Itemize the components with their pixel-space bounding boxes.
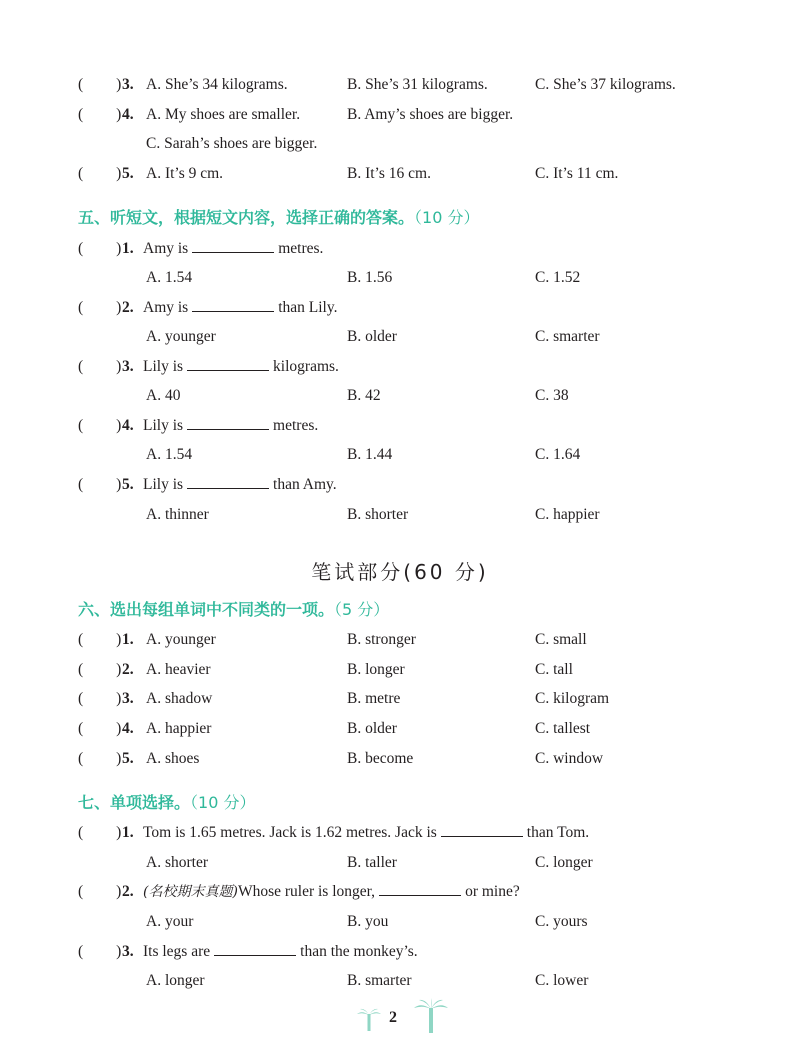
fill-blank[interactable] xyxy=(379,881,461,896)
question-row xyxy=(0,940,800,964)
question-row xyxy=(0,473,800,497)
question-stem: Its legs are than the monkey’s. xyxy=(143,943,418,960)
options-row xyxy=(0,503,800,527)
question-number: 4. xyxy=(122,106,134,123)
fill-blank[interactable] xyxy=(214,941,296,956)
question-number: 3. xyxy=(122,943,134,960)
option-b: B. older xyxy=(347,328,397,345)
answer-paren[interactable]: ( ) xyxy=(78,690,122,707)
option-b: B. smarter xyxy=(347,972,412,989)
section-heading-7: 七、单项选择。（10 分） xyxy=(78,793,256,812)
option-a: A. 40 xyxy=(146,387,181,404)
question-row xyxy=(0,687,800,711)
options-row xyxy=(0,443,800,467)
question-number: 2. xyxy=(122,299,134,316)
question-number: 2. xyxy=(122,883,134,900)
option-b: B. taller xyxy=(347,854,397,871)
answer-paren[interactable]: ( ) xyxy=(78,883,122,900)
question-number: 3. xyxy=(122,358,134,375)
written-part-title: 笔试部分(60 分) xyxy=(311,560,489,584)
option-c: C. yours xyxy=(535,913,588,930)
source-tag: (名校期末真题) xyxy=(143,884,238,900)
options-row xyxy=(0,910,800,934)
option-a: A. 1.54 xyxy=(146,446,193,463)
answer-paren[interactable]: ( ) xyxy=(78,631,122,648)
question-row xyxy=(0,103,800,127)
option-a: A. It’s 9 cm. xyxy=(146,165,224,182)
option-c: C. 1.52 xyxy=(535,269,581,286)
section-heading-6: 六、选出每组单词中不同类的一项。（5 分） xyxy=(78,600,390,619)
option-c: C. kilogram xyxy=(535,690,610,707)
question-number: 3. xyxy=(122,76,134,93)
question-number: 5. xyxy=(122,165,134,182)
option-a: A. 1.54 xyxy=(146,269,193,286)
question-row xyxy=(0,296,800,320)
question-row xyxy=(0,747,800,771)
question-stem: Lily is kilograms. xyxy=(143,358,339,375)
option-b: B. It’s 16 cm. xyxy=(347,165,431,182)
option-b: B. older xyxy=(347,720,397,737)
fill-blank[interactable] xyxy=(441,822,523,837)
question-row xyxy=(0,237,800,261)
option-c: C. 1.64 xyxy=(535,446,581,463)
question-number: 1. xyxy=(122,240,134,257)
option-c: C. Sarah’s shoes are bigger. xyxy=(146,135,318,152)
option-b: B. 42 xyxy=(347,387,381,404)
question-stem: (名校期末真题)Whose ruler is longer, or mine? xyxy=(143,883,520,900)
answer-paren[interactable]: ( ) xyxy=(78,165,122,182)
option-a: A. shadow xyxy=(146,690,213,707)
option-a: A. your xyxy=(146,913,194,930)
fill-blank[interactable] xyxy=(192,238,274,253)
question-number: 4. xyxy=(122,720,134,737)
option-c: C. tallest xyxy=(535,720,591,737)
question-number: 5. xyxy=(122,476,134,493)
option-c: C. happier xyxy=(535,506,600,523)
answer-paren[interactable]: ( ) xyxy=(78,824,122,841)
fill-blank[interactable] xyxy=(187,415,269,430)
fill-blank[interactable] xyxy=(187,474,269,489)
option-b: B. Amy’s shoes are bigger. xyxy=(347,106,514,123)
option-b: B. metre xyxy=(347,690,401,707)
option-c: C. smarter xyxy=(535,328,600,345)
question-row xyxy=(0,880,800,904)
option-a: A. happier xyxy=(146,720,212,737)
option-b: B. stronger xyxy=(347,631,416,648)
question-row xyxy=(0,414,800,438)
question-number: 1. xyxy=(122,824,134,841)
option-a: A. heavier xyxy=(146,661,211,678)
option-c: C. She’s 37 kilograms. xyxy=(535,76,676,93)
option-b: B. become xyxy=(347,750,414,767)
question-stem: Amy is metres. xyxy=(143,240,324,257)
option-a: A. younger xyxy=(146,631,216,648)
options-row xyxy=(0,266,800,290)
question-stem: Tom is 1.65 metres. Jack is 1.62 metres. Jack is than Tom. xyxy=(143,824,590,841)
page-number: 2 xyxy=(389,1009,397,1026)
option-b: B. shorter xyxy=(347,506,409,523)
question-row xyxy=(0,628,800,652)
options-row xyxy=(0,969,800,993)
palm-tree-icon xyxy=(356,1006,382,1032)
option-a: A. longer xyxy=(146,972,205,989)
answer-paren[interactable]: ( ) xyxy=(78,661,122,678)
options-row xyxy=(0,325,800,349)
question-number: 1. xyxy=(122,631,134,648)
question-number: 4. xyxy=(122,417,134,434)
answer-paren[interactable]: ( ) xyxy=(78,299,122,316)
answer-paren[interactable]: ( ) xyxy=(78,720,122,737)
question-row xyxy=(0,717,800,741)
fill-blank[interactable] xyxy=(187,356,269,371)
question-row xyxy=(0,355,800,379)
section-heading-5: 五、听短文，根据短文内容，选择正确的答案。（10 分） xyxy=(78,208,480,227)
question-row-continued xyxy=(0,132,800,156)
option-a: A. younger xyxy=(146,328,216,345)
option-b: B. She’s 31 kilograms. xyxy=(347,76,488,93)
answer-paren[interactable]: ( ) xyxy=(78,358,122,375)
option-c: C. lower xyxy=(535,972,589,989)
option-a: A. shorter xyxy=(146,854,208,871)
question-stem: Lily is than Amy. xyxy=(143,476,337,493)
question-row xyxy=(0,821,800,845)
question-stem: Amy is than Lily. xyxy=(143,299,338,316)
options-row xyxy=(0,851,800,875)
option-c: C. window xyxy=(535,750,604,767)
question-number: 5. xyxy=(122,750,134,767)
option-c: C. tall xyxy=(535,661,573,678)
option-a: A. She’s 34 kilograms. xyxy=(146,76,288,93)
option-a: A. shoes xyxy=(146,750,200,767)
question-row xyxy=(0,73,800,97)
answer-paren[interactable]: ( ) xyxy=(78,750,122,767)
option-a: A. thinner xyxy=(146,506,209,523)
option-a: A. My shoes are smaller. xyxy=(146,106,301,123)
options-row xyxy=(0,384,800,408)
question-row xyxy=(0,658,800,682)
palm-tree-icon xyxy=(413,998,449,1034)
question-stem: Lily is metres. xyxy=(143,417,319,434)
answer-paren[interactable]: ( ) xyxy=(78,943,122,960)
answer-paren[interactable]: ( ) xyxy=(78,106,122,123)
option-b: B. 1.56 xyxy=(347,269,393,286)
option-c: C. small xyxy=(535,631,587,648)
question-number: 3. xyxy=(122,690,134,707)
answer-paren[interactable]: ( ) xyxy=(78,476,122,493)
option-c: C. longer xyxy=(535,854,593,871)
answer-paren[interactable]: ( ) xyxy=(78,76,122,93)
question-row xyxy=(0,162,800,186)
fill-blank[interactable] xyxy=(192,297,274,312)
option-c: C. 38 xyxy=(535,387,569,404)
option-b: B. you xyxy=(347,913,389,930)
answer-paren[interactable]: ( ) xyxy=(78,240,122,257)
question-number: 2. xyxy=(122,661,134,678)
option-b: B. longer xyxy=(347,661,405,678)
option-b: B. 1.44 xyxy=(347,446,393,463)
option-c: C. It’s 11 cm. xyxy=(535,165,619,182)
answer-paren[interactable]: ( ) xyxy=(78,417,122,434)
